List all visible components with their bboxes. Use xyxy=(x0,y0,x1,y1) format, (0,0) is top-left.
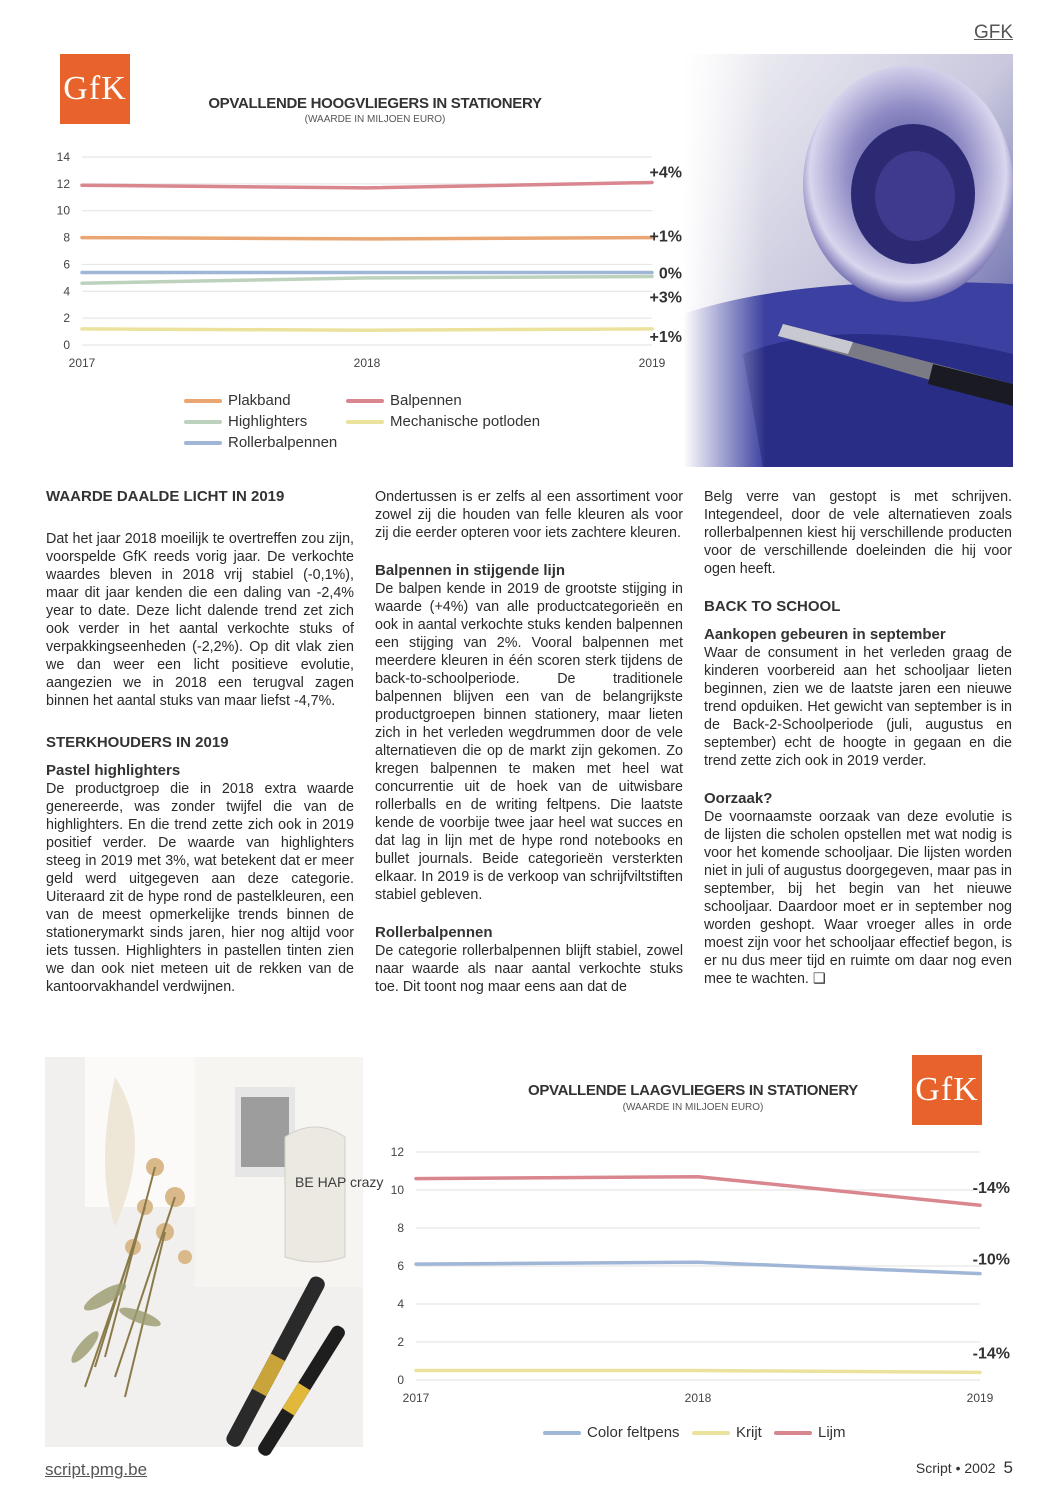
gfk-logo-bottom: GfK xyxy=(912,1055,982,1125)
data-label: 0% xyxy=(658,265,682,283)
legend-color-feltpens xyxy=(543,1424,680,1441)
series-line-plakband xyxy=(82,238,652,239)
legend-swatch xyxy=(346,399,384,403)
paragraph: Dat het jaar 2018 moeilijk te overtreffen zou zijn, voorspelde GfK reeds vorig jaar. De verkochte waardes bleven in 2018 vrij stabiel (-0,1%), maar dit jaar kenden die een daling van -2,4% year to date. Deze licht dalende trend zet zich ook verder in het aantal verkochte stuks of verpakkingseenheden (-2,2%). Op dit vlak zien we dan weer een licht positieve evolutie, aangezien we in 2018 een terugval zagen binnen het aantal stuks van maar liefst -4,7%. xyxy=(46,531,354,709)
end-mark: ❑ xyxy=(812,971,826,987)
y-tick-label: 0 xyxy=(63,338,70,352)
legend-label: Color feltpens xyxy=(587,1424,680,1441)
section-heading: WAARDE DAALDE LICHT IN 2019 xyxy=(46,488,285,505)
y-tick-label: 6 xyxy=(63,257,70,272)
y-tick-label: 10 xyxy=(390,1183,404,1197)
paragraph: Ondertussen is er zelfs al een assortiment voor zowel zij die houden van felle kleuren als voor zij die eerder opteren voor iets zachtere kleuren. xyxy=(375,489,683,541)
legend-label: Rollerbalpennen xyxy=(228,434,338,451)
legend-label: Krijt xyxy=(736,1424,762,1441)
bottom-line-chart xyxy=(370,1140,1018,1410)
x-tick-label: 2019 xyxy=(966,1391,994,1405)
y-tick-label: 10 xyxy=(56,203,70,218)
top-line-chart xyxy=(40,145,680,375)
legend-label: Lijm xyxy=(818,1424,846,1441)
legend-label: Mechanische potloden xyxy=(390,413,541,430)
issue-label: Script • 2002 xyxy=(915,1460,996,1476)
y-tick-label: 8 xyxy=(397,1221,404,1235)
y-tick-label: 12 xyxy=(56,176,70,191)
y-tick-label: 2 xyxy=(397,1335,404,1349)
y-tick-label: 2 xyxy=(63,311,70,326)
series-line-krijt xyxy=(416,1371,980,1373)
paragraph: Belg verre van gestopt is met schrijven. Integendeel, door de vele alternatieven zoals rollerbalpennen kiest hij verschillende producten voor de verschillende doeleinden die hij voor ogen heeft. xyxy=(704,489,1012,577)
y-tick-label: 4 xyxy=(63,284,70,299)
data-label: -14% xyxy=(972,1180,1010,1198)
y-tick-label: 8 xyxy=(63,230,70,245)
series-line-highlighters xyxy=(82,277,652,284)
data-label: -10% xyxy=(972,1251,1010,1269)
article-column-2 xyxy=(375,488,683,996)
top-chart-title: OPVALLENDE HOOGVLIEGERS IN STATIONERY xyxy=(208,95,542,112)
legend-lijm xyxy=(774,1424,846,1441)
bottom-chart-title: OPVALLENDE LAAGVLIEGERS IN STATIONERY xyxy=(527,1082,859,1099)
legend-swatch xyxy=(184,420,222,424)
subheading: Balpennen in stijgende lijn xyxy=(375,562,566,579)
paragraph: De productgroep die in 2018 extra waarde genereerde, was zonder twijfel die van de highlighters. En die trend zette zich ook in 2019 positief verder. De waarde van highlighters steeg in 2019 met 3%, wat betekent dat er meer geld werd uitgegeven aan deze categorie. Uiteraard zit de hype rond de pastelkleuren, een van de meest opmerkelijke trends binnen de stationerymarkt sinds jaren, hier nog altijd voor iets tussen. Highlighters in pastellen tinten zien we dan ook niet meteen uit de rekken van de kantoorvakhandel verdwijnen. xyxy=(46,781,354,995)
subheading: Aankopen gebeuren in september xyxy=(704,626,946,643)
series-line-lijm xyxy=(416,1177,980,1206)
subheading: Oorzaak? xyxy=(704,790,773,807)
legend-balpennen xyxy=(346,392,462,409)
data-label: +3% xyxy=(649,289,682,307)
bottom-chart-subtitle: (WAARDE IN MILJOEN EURO) xyxy=(622,1102,764,1113)
legend-swatch xyxy=(184,441,222,445)
data-label: +4% xyxy=(649,164,682,182)
x-tick-label: 2017 xyxy=(402,1391,430,1405)
x-tick-label: 2017 xyxy=(68,356,96,370)
section-heading: STERKHOUDERS IN 2019 xyxy=(46,734,229,751)
brand-header: GFK xyxy=(973,22,1013,43)
paragraph: Waar de consument in het verleden graag de kinderen voorbereid aan het schooljaar lieten beginnen, zien we de laatste jaren een nieuwe trend opduiken. Het gewicht van september is in de Back-2-Schoolperiode (juli, augustus en september) echt de hoogte in gegaan en die trend zette zich ook in 2019 verder. xyxy=(704,645,1012,769)
data-label: +1% xyxy=(649,228,682,246)
paragraph: De categorie rollerbalpennen blijft stabiel, zowel naar waarde als naar aantal verkochte stuks toe. Dit toont nog maar eens aan dat de xyxy=(375,943,683,995)
legend-swatch xyxy=(543,1431,581,1435)
x-tick-label: 2019 xyxy=(638,356,666,370)
y-tick-label: 12 xyxy=(390,1145,404,1159)
legend-swatch xyxy=(692,1431,730,1435)
y-tick-label: 0 xyxy=(397,1373,404,1387)
x-tick-label: 2018 xyxy=(684,1391,712,1405)
flowers-markers-photo xyxy=(45,1057,384,1447)
data-label: -14% xyxy=(972,1345,1010,1363)
series-line-color-feltpens xyxy=(416,1262,980,1273)
x-tick-label: 2018 xyxy=(353,356,381,370)
paragraph: De balpen kende in 2019 de grootste stijging in waarde (+4%) van alle productcategorieën en ook in aantal verkochte stuks kenden balpennen een stijging van 2%. Vooral balpennen met meerdere kleuren in één scoren sterk tijdens de back-to-schoolperiode. De traditionele balpennen blijven een van de belangrijkste productgroepen binnen stationery, maar lieten zich in het verleden wegdrummen door de vele alternatieven die op de markt zijn gekomen. Zo kregen balpennen te maken met heel wat concurrentie uit de hoek van de uitwisbare rollerballs en de writing feltpens. Die laatste kende de voorbije twee jaar heel wat succes en dat lag in lijn met de hype rond notebooks en bullet journals. Beide categorieën versterkten elkaar. In 2019 is de verkoop van schrijfviltstiften stabiel gebleven. xyxy=(375,581,683,903)
y-tick-label: 14 xyxy=(56,150,70,164)
legend-label: Highlighters xyxy=(228,413,308,430)
legend-rollerbalpennen xyxy=(184,434,337,451)
legend-plakband xyxy=(184,392,291,409)
footer-issue xyxy=(916,1458,1013,1478)
subheading: Pastel highlighters xyxy=(46,762,181,779)
legend-highlighters xyxy=(184,413,307,430)
y-tick-label: 6 xyxy=(397,1259,404,1273)
legend-label: Balpennen xyxy=(390,392,462,409)
legend-krijt xyxy=(692,1424,762,1441)
ink-bottle-photo xyxy=(683,54,1013,467)
paragraph xyxy=(704,808,1012,988)
article-column-1 xyxy=(46,488,354,996)
legend-label: Plakband xyxy=(228,392,291,409)
series-line-balpennen xyxy=(82,183,652,188)
legend-swatch xyxy=(774,1431,812,1435)
data-label: +1% xyxy=(649,328,682,346)
legend-mechanische-potloden xyxy=(346,413,540,430)
footer-url[interactable]: script.pmg.be xyxy=(45,1460,148,1479)
legend-swatch xyxy=(346,420,384,424)
legend-swatch xyxy=(184,399,222,403)
article-column-3 xyxy=(704,488,1012,988)
series-line-mechanische-potloden xyxy=(82,329,652,330)
top-chart-subtitle: (WAARDE IN MILJOEN EURO) xyxy=(304,114,446,125)
subheading: Rollerbalpennen xyxy=(375,924,493,941)
paragraph-text: De voornaamste oorzaak van deze evolutie is de lijsten die scholen opstellen met wat nodig is voor het komende schooljaar. Die lijsten worden niet in juli of augustus doorgegeven, maar pas in september, bij het begin van het nieuwe schooljaar. Daardoor moet er in september nog worden geshopt. Waar vroeger alles in orde moest zijn voor het schooljaar effectief begon, is er nu dus meer tijd en ruimte om daar nog even mee te wachten. xyxy=(704,809,1012,987)
section-heading: BACK TO SCHOOL xyxy=(704,598,841,615)
gfk-logo-top: GfK xyxy=(60,54,130,124)
mug-lettering: BE HAP crazy xyxy=(295,1174,384,1190)
page-number: 5 xyxy=(1003,1458,1013,1477)
y-tick-label: 4 xyxy=(397,1297,404,1311)
